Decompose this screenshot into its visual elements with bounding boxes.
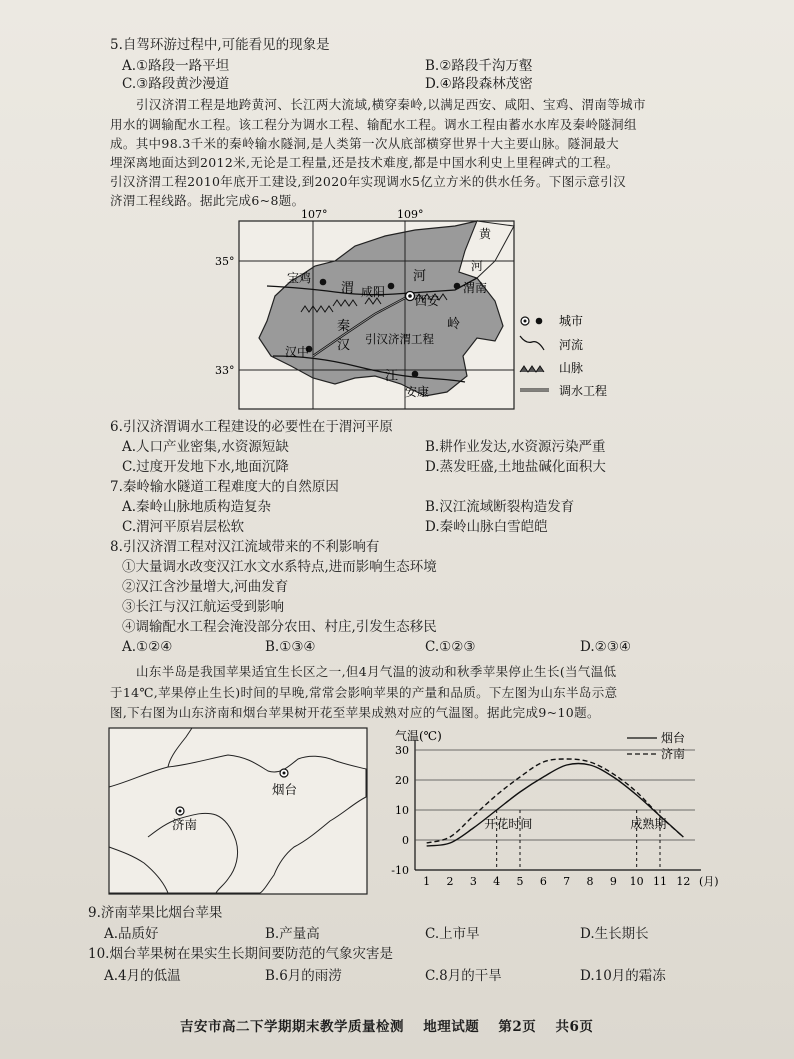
- x-tick-label-7: 8: [586, 875, 594, 888]
- lon-label-107: 107°: [301, 208, 328, 221]
- x-tick-label-3: 4: [493, 875, 501, 888]
- x-tick-label-11: 12: [676, 875, 691, 888]
- place-jinan: 济南: [172, 817, 198, 832]
- x-tick-label-4: 5: [516, 875, 524, 888]
- q10-option-b: B.6月的雨涝: [265, 968, 342, 984]
- q7-stem: 7.秦岭输水隧道工程难度大的自然原因: [110, 479, 339, 495]
- q10-option-a: A.4月的低温: [104, 968, 181, 984]
- legend-mountain: 山脉: [559, 361, 584, 375]
- q8-option-b: B.①③④: [265, 639, 316, 655]
- river-label-jiang: 江: [385, 369, 399, 384]
- footer-page: 第2页: [498, 1019, 537, 1035]
- x-tick-label-1: 2: [446, 875, 454, 888]
- passage1-line-6: 济渭工程线路。据此完成6~8题。: [110, 193, 305, 208]
- q9-option-b: B.产量高: [265, 926, 320, 942]
- temperature-chart: [375, 728, 719, 898]
- q9-option-c: C.上市早: [425, 926, 480, 942]
- river-label-he2: 河: [471, 259, 484, 273]
- passage1-line-2: 用水的调输配水工程。该工程分为调水工程、输配水工程。调水工程由蓄水水库及秦岭隧洞组: [110, 117, 637, 132]
- q8-item-4: ④调输配水工程会淹没部分农田、村庄,引发生态移民: [122, 619, 437, 635]
- place-xian: 西安: [415, 294, 440, 308]
- q8-option-c: C.①②③: [425, 639, 476, 655]
- annotation-label-1: 成熟期: [630, 817, 667, 831]
- q8-option-a: A.①②④: [122, 639, 173, 655]
- x-tick-label-10: 11: [653, 875, 667, 888]
- q6-option-a: A.人口产业密集,水资源短缺: [122, 439, 289, 455]
- place-weinan: 渭南: [463, 281, 488, 295]
- x-tick-label-9: 10: [629, 875, 644, 888]
- q9-option-d: D.生长期长: [580, 926, 649, 942]
- q10-option-d: D.10月的霜冻: [580, 968, 666, 984]
- q7-option-d: D.秦岭山脉白雪皑皑: [425, 519, 548, 535]
- place-baoji: 宝鸡: [287, 271, 312, 285]
- lon-label-109: 109°: [397, 208, 424, 221]
- legend-city: 城市: [559, 314, 584, 328]
- q10-option-c: C.8月的干旱: [425, 968, 502, 984]
- place-yantai: 烟台: [272, 782, 298, 797]
- q8-item-1: ①大量调水改变汉江水文水系特点,进而影响生态环境: [122, 559, 437, 575]
- project-label: 引汉济渭工程: [365, 332, 434, 346]
- y-tick-label-3: 20: [395, 774, 409, 787]
- x-tick-label-8: 9: [609, 875, 617, 888]
- annotation-label-0: 开花时间: [484, 817, 533, 831]
- q9-stem: 9.济南苹果比烟台苹果: [88, 905, 223, 921]
- q5-stem: 5.自驾环游过程中,可能看见的现象是: [110, 37, 330, 53]
- passage1-line-4: 埋深离地面达到2012米,无论是工程量,还是技术难度,都是中国水利史上里程碑式的工程。: [110, 155, 619, 170]
- q6-option-b: B.耕作业发达,水资源污染严重: [425, 439, 606, 455]
- passage1-line-1: 引汉济渭工程是地跨黄河、长江两大流域,横穿秦岭,以满足西安、咸阳、宝鸡、渭南等城市: [136, 97, 646, 112]
- q5-option-a: A.①路段一路平坦: [122, 58, 230, 74]
- q8-item-2: ②汉江含沙量增大,河曲发育: [122, 579, 289, 595]
- y-axis-title: 气温(℃): [395, 729, 442, 743]
- legend-river: 河流: [559, 338, 584, 352]
- q7-option-c: C.渭河平原岩层松软: [122, 519, 245, 535]
- q8-stem: 8.引汉济渭工程对汉江流域带来的不利影响有: [110, 539, 380, 555]
- series-line-0: [427, 764, 684, 847]
- xianyang-dot: [388, 283, 395, 290]
- passage1-line-5: 引汉济渭工程2010年底开工建设,到2020年实现调水5亿立方米的供水任务。下图示意引汉: [110, 174, 626, 189]
- river-label-huang: 黄: [479, 227, 492, 241]
- passage1-line-3: 成。其中98.3千米的秦岭输水隧洞,是人类第一次从底部横穿世界十大主要山脉。隧洞最大: [110, 136, 620, 151]
- page-footer: [180, 1015, 607, 1035]
- ankang-dot: [412, 371, 419, 378]
- lat-label-33: 33°: [215, 364, 235, 377]
- legend-label-0: 烟台: [661, 731, 686, 745]
- place-hanzhong: 汉中: [285, 345, 310, 359]
- q5-option-b: B.②路段千沟万壑: [425, 58, 533, 74]
- x-tick-label-0: 1: [423, 875, 431, 888]
- q6-option-d: D.蒸发旺盛,土地盐碱化面积大: [425, 459, 606, 475]
- x-tick-label-2: 3: [469, 875, 477, 888]
- y-tick-label-2: 10: [395, 804, 409, 817]
- passage2-line-1: 山东半岛是我国苹果适宜生长区之一,但4月气温的波动和秋季苹果停止生长(当气温低: [136, 664, 617, 679]
- weinan-dot: [454, 283, 461, 290]
- y-tick-label-4: 30: [395, 744, 409, 757]
- shandong-map: [108, 727, 370, 897]
- y-tick-label-1: 0: [402, 834, 409, 847]
- q8-option-d: D.②③④: [580, 639, 631, 655]
- river-label-han: 汉: [337, 338, 351, 353]
- x-unit-label: (月): [699, 875, 719, 888]
- place-xianyang: 咸阳: [361, 285, 386, 299]
- x-tick-label-6: 7: [563, 875, 571, 888]
- mountain-label-qin: 秦: [337, 319, 351, 334]
- q9-option-a: A.品质好: [104, 926, 159, 942]
- mountain-label-ling: 岭: [447, 317, 461, 332]
- y-tick-label-0: -10: [391, 864, 409, 877]
- footer-total: 共6页: [555, 1019, 594, 1035]
- q6-stem: 6.引汉济渭调水工程建设的必要性在于渭河平原: [110, 419, 393, 435]
- yinhan-jiwei-map: [215, 206, 635, 414]
- q10-stem: 10.烟台苹果树在果实生长期间要防范的气象灾害是: [88, 946, 393, 962]
- q8-item-3: ③长江与汉江航运受到影响: [122, 599, 284, 615]
- footer-school: 吉安市高二下学期期末教学质量检测: [180, 1019, 404, 1035]
- legend-project: 调水工程: [559, 384, 608, 398]
- q7-option-b: B.汉江流域断裂构造发育: [425, 499, 575, 515]
- legend-label-1: 济南: [661, 747, 686, 761]
- q5-option-d: D.④路段森林茂密: [425, 76, 533, 92]
- baoji-dot: [320, 279, 327, 286]
- q7-option-a: A.秦岭山脉地质构造复杂: [122, 499, 272, 515]
- passage2-line-3: 图,下右图为山东济南和烟台苹果树开花至苹果成熟对应的气温图。据此完成9~10题。: [110, 705, 600, 720]
- river-label-he: 河: [413, 269, 427, 284]
- passage2-line-2: 于14℃,苹果停止生长)时间的早晚,常常会影响苹果的产量和品质。下左图为山东半岛示意: [110, 685, 618, 700]
- x-tick-label-5: 6: [539, 875, 547, 888]
- map-legend: [520, 314, 607, 398]
- footer-subject: 地理试题: [423, 1019, 480, 1035]
- river-label-wei: 渭: [341, 281, 355, 296]
- q6-option-c: C.过度开发地下水,地面沉降: [122, 459, 289, 475]
- lat-label-35: 35°: [215, 255, 235, 268]
- q5-option-c: C.③路段黄沙漫道: [122, 76, 230, 92]
- place-ankang: 安康: [405, 385, 430, 399]
